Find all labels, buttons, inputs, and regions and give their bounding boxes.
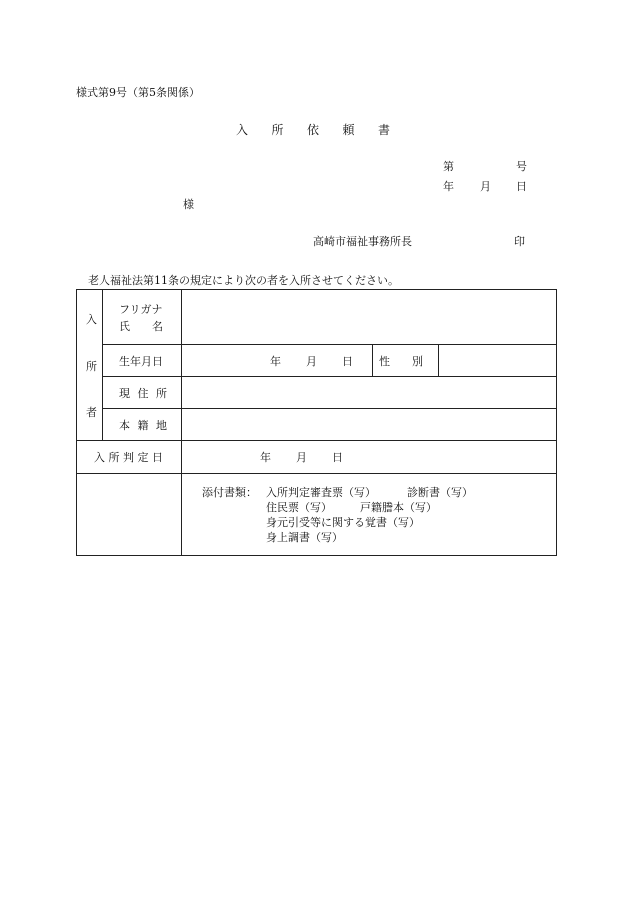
birthdate-label: 生年月日 bbox=[119, 355, 163, 368]
seal-mark: 印 bbox=[514, 235, 525, 248]
sex-label: 性 別 bbox=[379, 355, 423, 368]
title-char: 依 bbox=[306, 123, 319, 137]
title-char: 頼 bbox=[342, 123, 355, 137]
date-day: 日 bbox=[516, 180, 527, 193]
addressee-suffix: 様 bbox=[183, 198, 194, 211]
birthdate-month: 月 bbox=[306, 355, 317, 368]
title-char: 所 bbox=[271, 123, 284, 137]
attachment-item: 住民票（写） bbox=[266, 501, 332, 514]
form-number: 様式第9号（第5条関係） bbox=[76, 86, 200, 99]
side-label-char: 所 bbox=[86, 360, 97, 373]
decision-day: 日 bbox=[332, 451, 343, 464]
decision-date-label: 入 所 判 定 日 bbox=[94, 451, 163, 464]
birthdate-day: 日 bbox=[342, 355, 353, 368]
request-text: 老人福祉法第11条の規定により次の者を入所させてください。 bbox=[88, 274, 399, 287]
side-label-char: 入 bbox=[86, 313, 97, 326]
attachment-item: 身元引受等に関する覚書（写） bbox=[266, 516, 420, 529]
furigana-label: フリガナ bbox=[119, 303, 163, 316]
attachments-label: 添付書類： bbox=[202, 486, 257, 499]
title-char: 入 bbox=[236, 123, 249, 137]
side-label-char: 者 bbox=[86, 406, 97, 419]
attachment-item: 戸籍謄本（写） bbox=[360, 501, 437, 514]
document-number-prefix: 第 bbox=[443, 160, 454, 173]
domicile-label: 本 籍 地 bbox=[119, 419, 169, 432]
attachment-item: 身上調書（写） bbox=[266, 531, 343, 544]
decision-year: 年 bbox=[260, 451, 271, 464]
decision-month: 月 bbox=[296, 451, 307, 464]
address-label: 現 住 所 bbox=[119, 387, 169, 400]
document-number-suffix: 号 bbox=[516, 160, 527, 173]
attachment-item: 入所判定審査票（写） bbox=[266, 486, 376, 499]
date-month: 月 bbox=[480, 180, 491, 193]
issuer: 高崎市福祉事務所長 bbox=[313, 235, 412, 248]
date-year: 年 bbox=[443, 180, 454, 193]
attachment-item: 診断書（写） bbox=[407, 486, 473, 499]
title-char: 書 bbox=[377, 123, 390, 137]
birthdate-year: 年 bbox=[270, 355, 281, 368]
name-label: 氏 名 bbox=[119, 320, 163, 333]
document-title bbox=[236, 124, 390, 137]
